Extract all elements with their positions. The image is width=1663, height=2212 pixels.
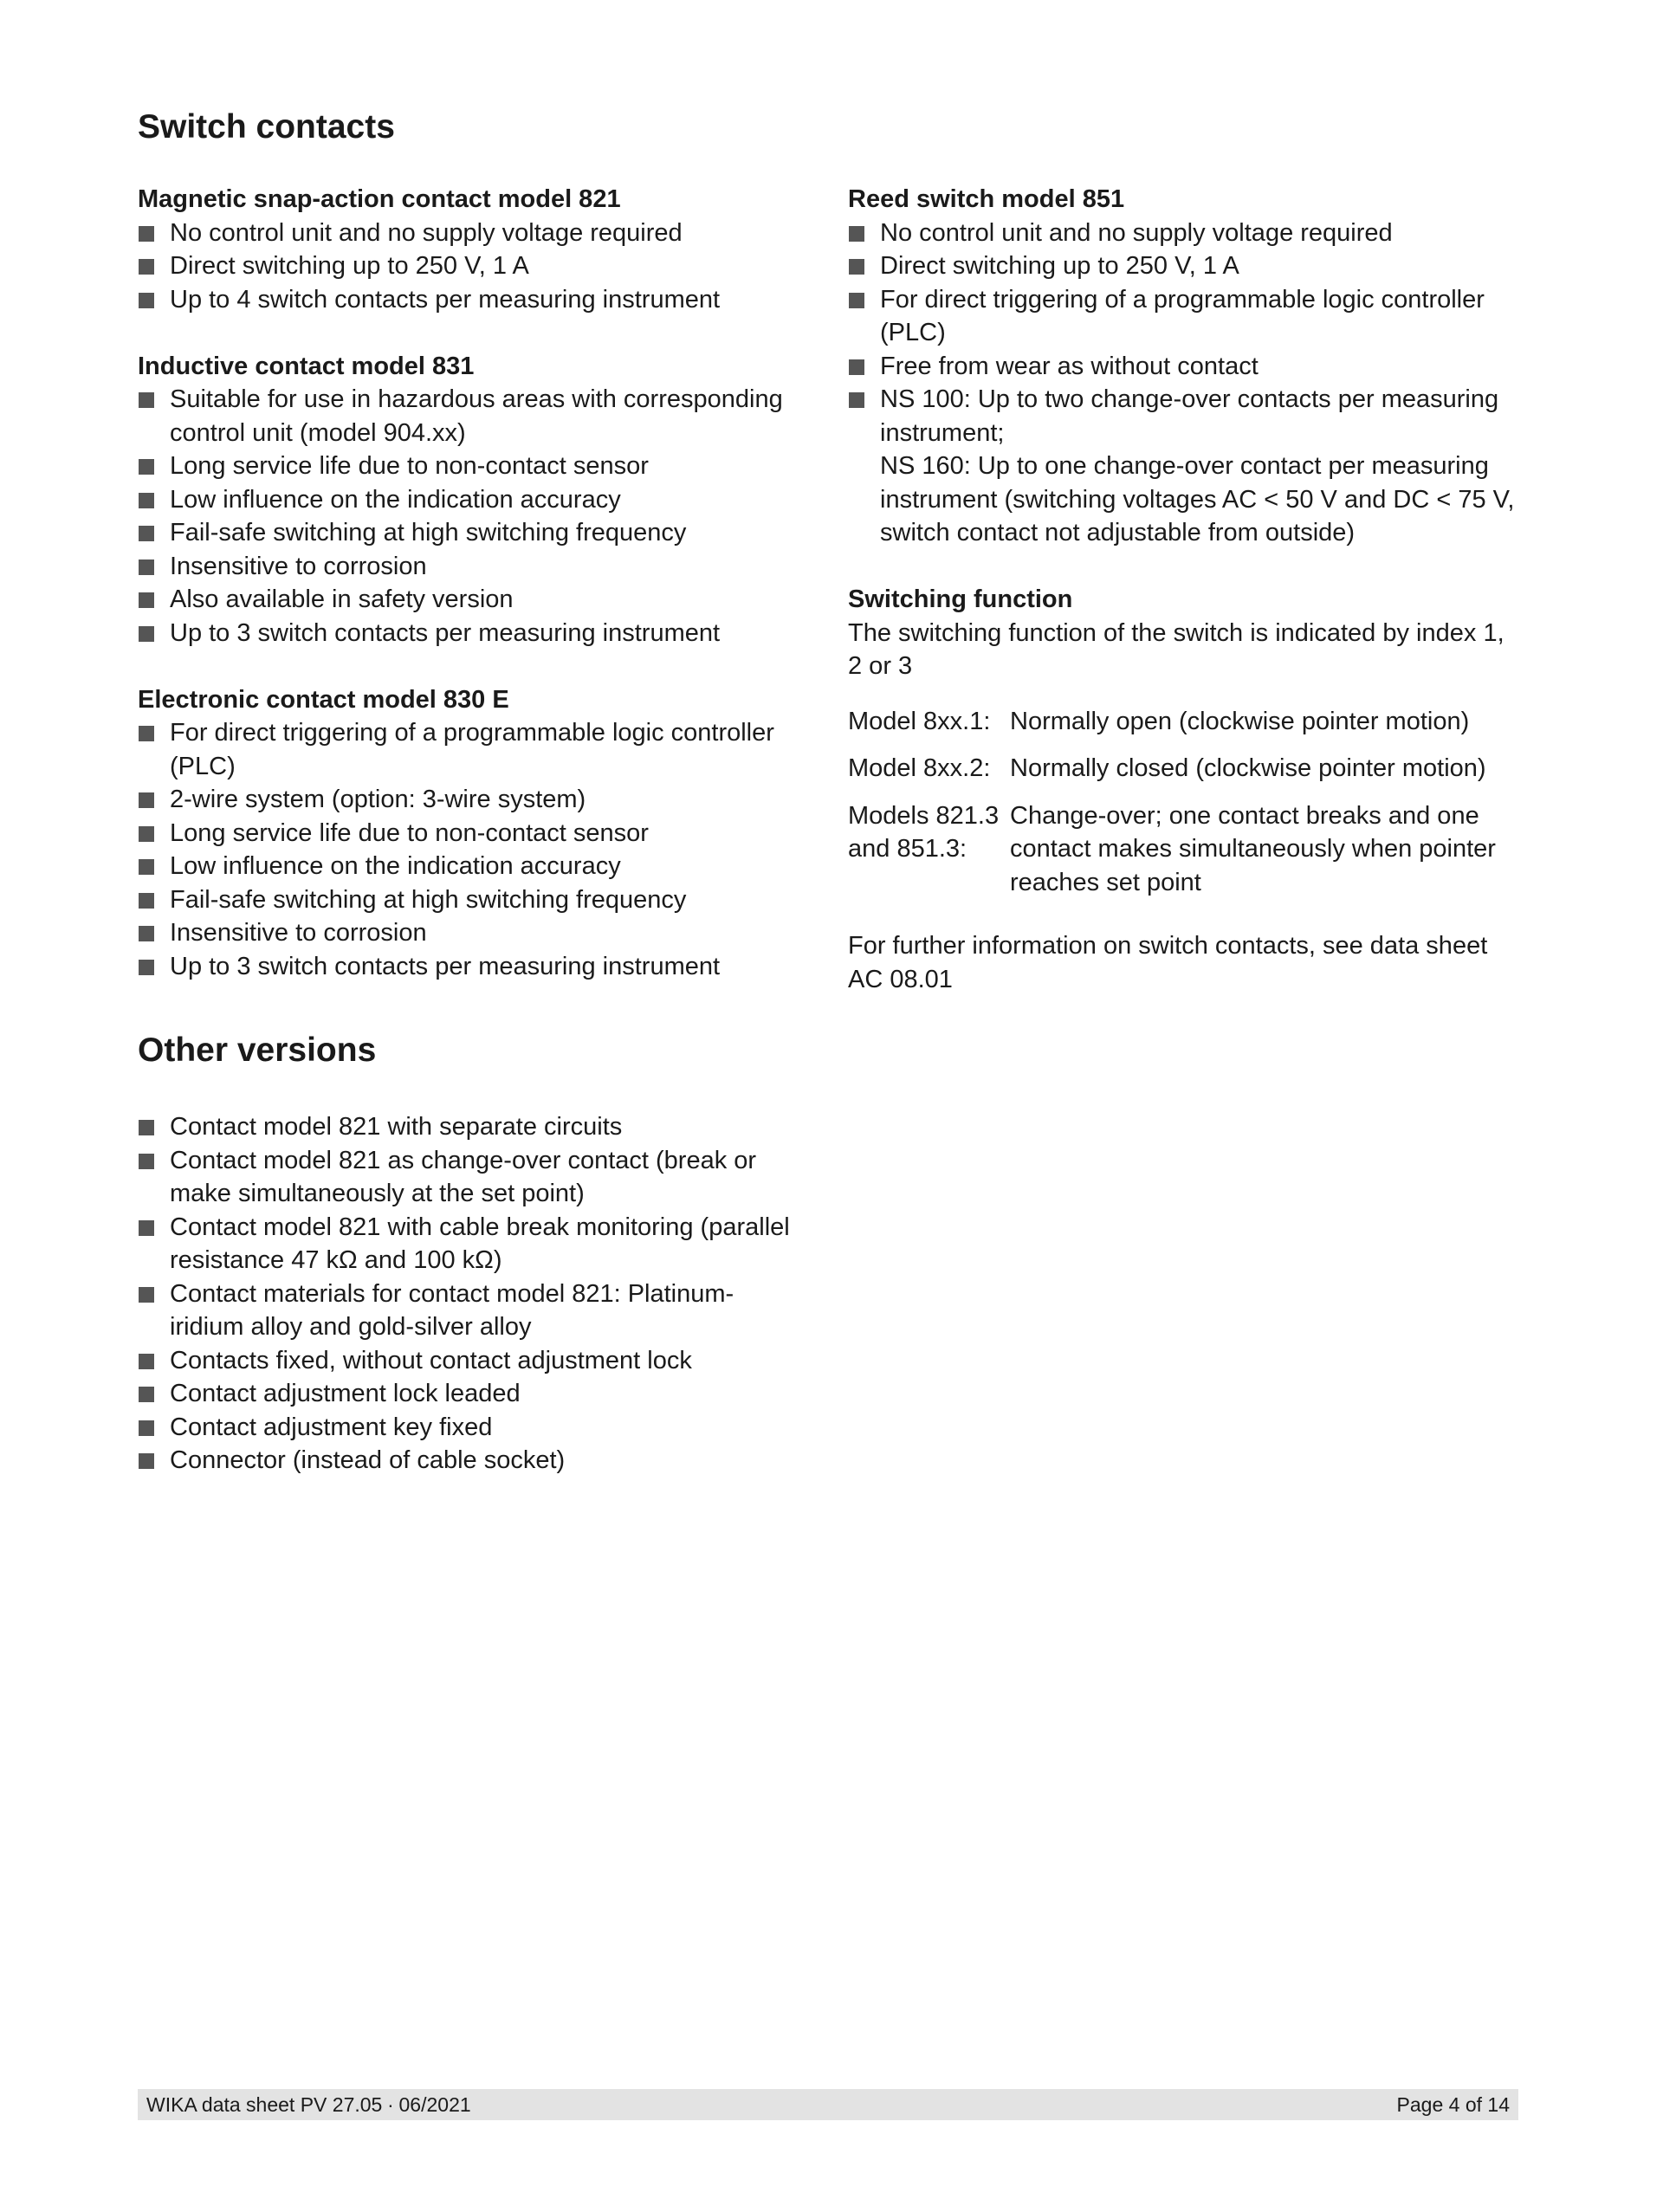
model-cell: Models 821.3 and 851.3: xyxy=(848,801,1000,863)
table-row xyxy=(848,752,1515,799)
section-reed-switch xyxy=(848,183,1515,550)
list-item: Up to 3 switch contacts per measuring instrument xyxy=(138,950,805,984)
description-cell: Normally closed (clockwise pointer motion) xyxy=(1010,754,1486,782)
description-cell: Normally open (clockwise pointer motion) xyxy=(1010,707,1470,735)
list-item: Insensitive to corrosion xyxy=(138,916,805,950)
switching-function-text: The switching function of the switch is indicated by index 1, 2 or 3 xyxy=(848,618,1504,680)
right-column xyxy=(848,183,1515,996)
list-item: Long service life due to non-contact sensor xyxy=(138,817,805,851)
bullet-list xyxy=(138,1110,805,1478)
list-item: Direct switching up to 250 V, 1 A xyxy=(848,249,1515,283)
list-item: Contact model 821 as change-over contact (break or make simultaneously at the set point) xyxy=(138,1144,805,1211)
list-item: 2-wire system (option: 3-wire system) xyxy=(138,783,805,817)
list-item: Contact materials for contact model 821: Platinum-iridium alloy and gold-silver alloy xyxy=(138,1277,805,1344)
bullet-list xyxy=(848,217,1515,550)
list-item: Contact model 821 with separate circuits xyxy=(138,1110,805,1144)
description-cell: Change-over; one contact breaks and one contact makes simultaneously when pointer reaches set point xyxy=(1010,801,1496,896)
table-row xyxy=(848,799,1515,914)
list-item: Direct switching up to 250 V, 1 A xyxy=(138,249,805,283)
bullet-list xyxy=(138,217,805,317)
list-item: Suitable for use in hazardous areas with corresponding control unit (model 904.xx) xyxy=(138,383,805,450)
bullet-list xyxy=(138,383,805,650)
other-versions-section xyxy=(138,1110,805,1478)
page-title: Switch contacts xyxy=(138,108,395,146)
section-heading: Switching function xyxy=(848,585,1073,613)
ns160-text: NS 160: Up to one change-over contact per measuring instrument (switching voltages AC < 50 V and DC < 75 V, switch contact not adjustable from outside) xyxy=(880,452,1515,547)
model-cell: Model 8xx.1: xyxy=(848,707,991,735)
left-column xyxy=(138,183,805,983)
list-item: Up to 3 switch contacts per measuring instrument xyxy=(138,617,805,650)
section-heading: Magnetic snap-action contact model 821 xyxy=(138,185,621,213)
list-item: Contact adjustment key fixed xyxy=(138,1411,805,1445)
list-item: Fail-safe switching at high switching frequency xyxy=(138,516,805,550)
list-item: Contacts fixed, without contact adjustment lock xyxy=(138,1344,805,1378)
ns100-text: NS 100: Up to two change-over contacts per measuring instrument; xyxy=(880,385,1499,447)
list-item: Free from wear as without contact xyxy=(848,350,1515,384)
section-heading: Electronic contact model 830 E xyxy=(138,685,509,714)
list-item: Also available in safety version xyxy=(138,583,805,617)
footer-doc-reference: WIKA data sheet PV 27.05 ∙ 06/2021 xyxy=(146,2093,471,2116)
page-footer xyxy=(138,2089,1518,2120)
section-heading: Reed switch model 851 xyxy=(848,185,1125,213)
footer-page-number: Page 4 of 14 xyxy=(1396,2093,1510,2116)
section-switching-function xyxy=(848,583,1515,996)
list-item: Insensitive to corrosion xyxy=(138,550,805,584)
list-item: Low influence on the indication accuracy xyxy=(138,483,805,517)
section-electronic-contact xyxy=(138,683,805,984)
list-item: Fail-safe switching at high switching frequency xyxy=(138,883,805,917)
bullet-list xyxy=(138,716,805,983)
further-info-note: For further information on switch contacts, see data sheet AC 08.01 xyxy=(848,932,1488,993)
table-row xyxy=(848,705,1515,753)
list-item: Low influence on the indication accuracy xyxy=(138,850,805,883)
list-item: Connector (instead of cable socket) xyxy=(138,1444,805,1478)
other-versions-title: Other versions xyxy=(138,1032,377,1069)
list-item xyxy=(848,383,1515,550)
list-item: No control unit and no supply voltage required xyxy=(138,217,805,250)
section-inductive-contact xyxy=(138,350,805,650)
section-heading: Inductive contact model 831 xyxy=(138,352,475,380)
list-item: Long service life due to non-contact sensor xyxy=(138,450,805,483)
section-magnetic-contact xyxy=(138,183,805,316)
list-item: Contact adjustment lock leaded xyxy=(138,1377,805,1411)
list-item: Up to 4 switch contacts per measuring instrument xyxy=(138,283,805,317)
switching-function-table xyxy=(848,705,1515,914)
model-cell: Model 8xx.2: xyxy=(848,754,991,782)
list-item: For direct triggering of a programmable logic controller (PLC) xyxy=(848,283,1515,350)
list-item: For direct triggering of a programmable logic controller (PLC) xyxy=(138,716,805,783)
list-item: Contact model 821 with cable break monitoring (parallel resistance 47 kΩ and 100 kΩ) xyxy=(138,1211,805,1277)
list-item: No control unit and no supply voltage required xyxy=(848,217,1515,250)
